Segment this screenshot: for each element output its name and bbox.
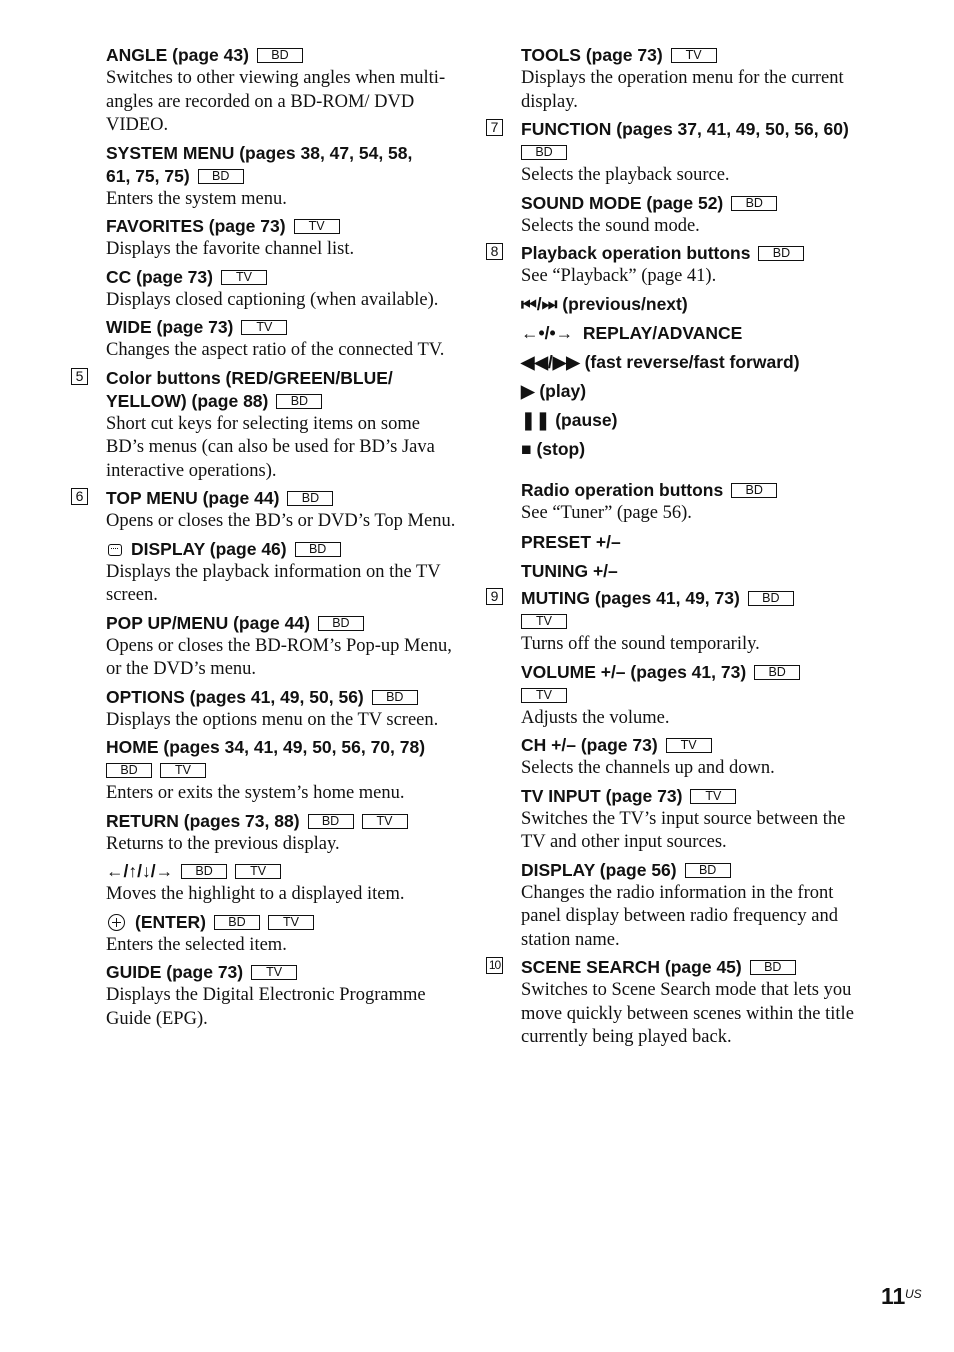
- volume-entry: [521, 661, 871, 731]
- replay-advance-line: [521, 322, 871, 345]
- system-menu-entry: [106, 142, 456, 212]
- tv-tag: TV: [666, 738, 712, 753]
- muting-entry: [521, 587, 871, 657]
- left-column: [75, 44, 456, 1035]
- pause-label: (pause): [555, 409, 618, 430]
- fast-reverse-forward-icon: ◀◀/▶▶: [521, 351, 580, 372]
- stop-line: [521, 438, 871, 461]
- bd-tag: BD: [685, 863, 731, 878]
- bd-tag: BD: [276, 394, 322, 409]
- display-desc: Displays the playback information on the TV screen.: [106, 561, 441, 605]
- arrows-desc: Moves the highlight to a displayed item.: [106, 884, 405, 904]
- color-buttons-desc: Short cut keys for selecting items on some BD’s menus (can also be used for BD’s Java interactive operations).: [106, 413, 435, 481]
- bd-tag: BD: [318, 616, 364, 631]
- tv-input-desc: Switches the TV’s input source between the TV and other input sources.: [521, 808, 846, 852]
- function-title: FUNCTION (pages 37, 41, 49, 50, 56, 60): [521, 119, 849, 139]
- sound-mode-title: SOUND MODE (page 52): [521, 192, 724, 213]
- bd-tag: BD: [106, 763, 152, 778]
- function-entry: [521, 118, 871, 188]
- bd-tag: BD: [214, 915, 260, 930]
- bd-tag: BD: [372, 690, 418, 705]
- guide-entry: [106, 961, 456, 1031]
- play-label: (play): [539, 380, 587, 401]
- tuning-label: TUNING +/–: [521, 561, 618, 581]
- prev-next-label: (previous/next): [562, 293, 688, 314]
- ch-desc: Selects the channels up and down.: [521, 758, 775, 778]
- playback-desc: See “Playback” (page 41).: [521, 266, 717, 286]
- bd-tag: BD: [308, 814, 354, 829]
- preset-label: PRESET +/–: [521, 532, 621, 552]
- section-9: [490, 587, 871, 952]
- guide-desc: Displays the Digital Electronic Programme Guide (EPG).: [106, 985, 426, 1029]
- scene-search-desc: Switches to Scene Search mode that lets you move quickly between scenes within the title currently being played back.: [521, 980, 854, 1047]
- enter-desc: Enters the selected item.: [106, 934, 287, 955]
- color-buttons-title-line2: YELLOW) (page 88): [106, 390, 269, 411]
- section-number: 8: [486, 243, 503, 260]
- tv-tag: TV: [160, 763, 206, 778]
- system-menu-title-line2: 61, 75, 75): [106, 165, 190, 186]
- system-menu-desc: Enters the system menu.: [106, 188, 287, 209]
- home-desc: Enters or exits the system’s home menu.: [106, 783, 405, 803]
- bd-tag: BD: [198, 169, 244, 184]
- prev-next-line: [521, 293, 871, 316]
- section-5: [75, 367, 456, 484]
- bd-tag: BD: [521, 145, 567, 160]
- popup-menu-desc: Opens or closes the BD-ROM’s Pop-up Menu, or the DVD’s menu.: [106, 635, 452, 679]
- prev-next-icon: ⏮/⏭: [521, 293, 558, 314]
- tv-tag: TV: [690, 789, 736, 804]
- playback-title: Playback operation buttons: [521, 243, 751, 263]
- options-entry: [106, 686, 456, 733]
- display-entry: [106, 538, 456, 608]
- display-radio-desc: Changes the radio information in the front panel display between radio frequency and station name.: [521, 882, 838, 950]
- bd-tag: BD: [287, 491, 333, 506]
- replay-advance-icon: ←•/•→: [521, 322, 574, 343]
- bd-tag: BD: [754, 665, 800, 680]
- section-6: [75, 487, 456, 1031]
- volume-desc: Adjusts the volume.: [521, 707, 670, 728]
- bd-tag: BD: [181, 864, 227, 879]
- display-title: DISPLAY (page 46): [131, 538, 287, 559]
- bd-tag: BD: [731, 483, 777, 498]
- section-number: 9: [486, 588, 503, 605]
- section-number: 6: [71, 488, 88, 505]
- fast-line: [521, 351, 871, 374]
- section-number: 7: [486, 119, 503, 136]
- return-entry: [106, 810, 456, 857]
- tv-tag: TV: [235, 864, 281, 879]
- function-desc: Selects the playback source.: [521, 165, 730, 185]
- arrows-entry: [106, 860, 456, 907]
- section-number: 10: [486, 957, 503, 974]
- top-menu-desc: Opens or closes the BD’s or DVD’s Top Menu.: [106, 511, 456, 531]
- tv-tag: TV: [362, 814, 408, 829]
- tv-input-entry: [521, 785, 871, 855]
- fast-label: (fast reverse/fast forward): [584, 351, 800, 372]
- tools-entry: [521, 44, 871, 114]
- play-line: [521, 380, 871, 403]
- arrow-keys-icon: ←/↑/↓/→: [106, 861, 174, 881]
- cc-title: CC (page 73): [106, 266, 213, 287]
- tv-tag: TV: [294, 219, 340, 234]
- enter-entry: [106, 911, 456, 958]
- guide-title: GUIDE (page 73): [106, 962, 244, 982]
- tv-tag: TV: [241, 320, 287, 335]
- radio-entry: [521, 479, 871, 526]
- options-desc: Displays the options menu on the TV screen.: [106, 709, 439, 730]
- return-title: RETURN (pages 73, 88): [106, 810, 300, 831]
- wide-desc: Changes the aspect ratio of the connected TV.: [106, 340, 445, 360]
- section-10: [488, 956, 871, 1050]
- muting-desc: Turns off the sound temporarily.: [521, 634, 760, 654]
- bd-tag: BD: [295, 542, 341, 557]
- tv-tag: TV: [268, 915, 314, 930]
- playback-entry: [521, 242, 871, 289]
- tv-input-title: TV INPUT (page 73): [521, 785, 683, 806]
- bd-tag: BD: [257, 48, 303, 63]
- display-radio-entry: [521, 859, 871, 953]
- bd-tag: BD: [731, 196, 777, 211]
- radio-title: Radio operation buttons: [521, 479, 724, 500]
- page-suffix: US: [905, 1287, 922, 1301]
- ch-entry: [521, 734, 871, 781]
- radio-desc: See “Tuner” (page 56).: [521, 502, 692, 523]
- cc-entry: [106, 266, 456, 313]
- muting-title: MUTING (pages 41, 49, 73): [521, 588, 740, 608]
- section-8: [490, 242, 871, 583]
- angle-title: ANGLE (page 43): [106, 45, 249, 65]
- sound-mode-desc: Selects the sound mode.: [521, 215, 700, 236]
- spacer: [521, 461, 871, 475]
- enter-icon: [108, 914, 125, 931]
- home-entry: [106, 736, 456, 806]
- tools-title: TOOLS (page 73): [521, 45, 663, 65]
- section-7: [490, 118, 871, 238]
- pause-icon: ❚❚: [521, 409, 551, 430]
- display-icon: [108, 544, 122, 556]
- pause-line: [521, 409, 871, 432]
- display-radio-title: DISPLAY (page 56): [521, 859, 677, 880]
- tv-tag: TV: [251, 965, 297, 980]
- wide-title: WIDE (page 73): [106, 317, 234, 337]
- tv-tag: TV: [671, 48, 717, 63]
- section-number: 5: [71, 368, 88, 385]
- scene-search-title: SCENE SEARCH (page 45): [521, 957, 742, 977]
- stop-label: (stop): [536, 438, 586, 459]
- color-buttons-title-line1: Color buttons (RED/GREEN/BLUE/: [106, 367, 393, 388]
- popup-menu-title: POP UP/MENU (page 44): [106, 612, 310, 633]
- cc-desc: Displays closed captioning (when available).: [106, 289, 439, 310]
- color-buttons-entry: [106, 367, 456, 484]
- enter-title: (ENTER): [135, 911, 206, 932]
- popup-menu-entry: [106, 612, 456, 682]
- favorites-title: FAVORITES (page 73): [106, 216, 286, 236]
- wide-entry: [106, 316, 456, 363]
- replay-advance-label: REPLAY/ADVANCE: [582, 322, 743, 343]
- stop-icon: ■: [521, 438, 532, 459]
- sound-mode-entry: [521, 192, 871, 239]
- tv-tag: TV: [521, 688, 567, 703]
- page-number: 11: [881, 1283, 906, 1309]
- return-desc: Returns to the previous display.: [106, 833, 340, 854]
- right-column: [488, 44, 871, 1054]
- home-title: HOME (pages 34, 41, 49, 50, 56, 70, 78): [106, 737, 426, 757]
- play-icon: ▶: [521, 380, 535, 401]
- bd-tag: BD: [758, 246, 804, 261]
- system-menu-title-line1: SYSTEM MENU (pages 38, 47, 54, 58,: [106, 142, 413, 163]
- favorites-desc: Displays the favorite channel list.: [106, 239, 355, 259]
- favorites-entry: [106, 215, 456, 262]
- options-title: OPTIONS (pages 41, 49, 50, 56): [106, 686, 364, 707]
- tv-tag: TV: [221, 270, 267, 285]
- top-menu-title: TOP MENU (page 44): [106, 488, 280, 508]
- ch-title: CH +/– (page 73): [521, 735, 658, 755]
- tv-tag: TV: [521, 614, 567, 629]
- top-menu-entry: [106, 487, 456, 534]
- volume-title: VOLUME +/– (pages 41, 73): [521, 661, 747, 682]
- angle-entry: [106, 44, 456, 138]
- bd-tag: BD: [750, 960, 796, 975]
- bd-tag: BD: [748, 591, 794, 606]
- angle-desc: Switches to other viewing angles when multi-angles are recorded on a BD-ROM/ DVD VIDEO.: [106, 68, 446, 135]
- tools-desc: Displays the operation menu for the current display.: [521, 68, 844, 112]
- scene-search-entry: [521, 956, 871, 1050]
